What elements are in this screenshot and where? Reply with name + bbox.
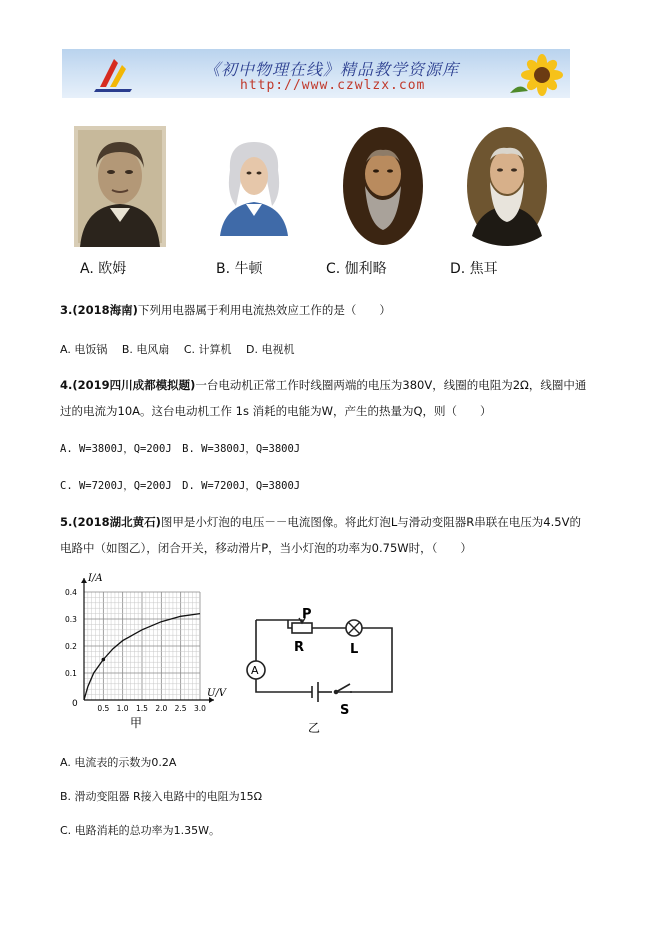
question-3 [60, 303, 391, 317]
question-5-line1: 图甲是小灯泡的电压－－电流图像。将此灯泡L与滑动变阻器R串联在电压为4.5V的 [160, 515, 581, 529]
question-4-options-cd: C. W=7200J，Q=200J D. W=7200J，Q=3800J [60, 480, 301, 492]
circuit-caption: 乙 [308, 721, 321, 735]
logo-icon [92, 55, 136, 93]
question-4-number: 4. [60, 378, 73, 392]
portrait-galileo-label: C. 伽利略 [326, 261, 387, 277]
x-tick-label: 3.0 [194, 704, 206, 713]
x-tick-label: 2.0 [155, 704, 168, 713]
banner-title: 《初中物理在线》精品教学资源库 [204, 60, 460, 79]
banner-url[interactable]: http://www.czwlzx.com [240, 78, 426, 93]
question-5-number: 5. [60, 515, 73, 529]
question-5-option-c: C. 电路消耗的总功率为1.35W。 [60, 824, 221, 837]
portrait-ohm-label: A. 欧姆 [80, 261, 127, 277]
portrait-ohm [74, 126, 166, 247]
sunflower-icon [502, 53, 568, 97]
x-tick-label: 2.5 [174, 704, 187, 713]
chart-grid [84, 592, 200, 700]
header-banner [62, 49, 570, 98]
origin-label: 0 [72, 699, 78, 709]
question-4 [60, 378, 586, 392]
chart-caption: 甲 [130, 716, 143, 730]
lamp-icon [346, 620, 362, 636]
question-4-source: (2019四川成都模拟题) [72, 378, 196, 392]
portrait-newton-label: B. 牛顿 [216, 261, 263, 277]
ammeter-label: A [251, 664, 259, 677]
question-3-options: A. 电饭锅 B. 电风扇 C. 计算机 D. 电视机 [60, 343, 295, 356]
x-tick-label: 0.5 [97, 704, 110, 713]
y-tick-label: 0.3 [65, 615, 77, 624]
question-3-text: 下列用电器属于利用电流热效应工作的是（ ） [137, 303, 391, 317]
switch-label: S [340, 703, 350, 718]
question-4-options-ab: A. W=3800J，Q=200J B. W=3800J，Q=3800J [60, 443, 301, 455]
portrait-galileo [342, 126, 424, 247]
circuit-diagram [236, 606, 406, 740]
question-5-option-a: A. 电流表的示数为0.2A [60, 756, 177, 769]
question-5-source: (2018湖北黄石) [72, 515, 161, 529]
question-4-line2: 过的电流为10A。这台电动机工作 1s 消耗的电能为W，产生的热量为Q，则（ ） [60, 404, 492, 418]
rheostat-icon [292, 623, 312, 633]
question-5 [60, 515, 581, 529]
y-axis-label: I/A [88, 573, 103, 584]
rheostat-label: R [294, 640, 305, 655]
question-3-source: (2018海南) [72, 303, 138, 317]
question-5-line2: 电路中（如图乙），闭合开关，移动滑片P，当小灯泡的功率为0.75W时，（ ） [60, 541, 472, 555]
portrait-joule [466, 126, 548, 247]
lamp-label: L [350, 642, 359, 657]
slider-label: P [302, 607, 312, 622]
question-4-line1: 一台电动机正常工作时线圈两端的电压为380V，线圈的电阻为2Ω，线圈中通 [195, 378, 587, 392]
iu-graph [58, 572, 228, 732]
y-tick-label: 0.4 [65, 588, 77, 597]
question-3-number: 3. [60, 303, 73, 317]
data-point [102, 658, 106, 662]
y-axis-arrow-icon [81, 578, 87, 583]
x-tick-label: 1.0 [116, 704, 129, 713]
y-tick-label: 0.1 [65, 669, 77, 678]
x-tick-label: 1.5 [136, 704, 148, 713]
circuit-wire [256, 620, 392, 692]
battery-icon [312, 682, 332, 702]
x-axis-label: U/V [207, 688, 227, 699]
question-5-option-b: B. 滑动变阻器 R接入电路中的电阻为15Ω [60, 790, 263, 803]
portrait-joule-label: D. 焦耳 [450, 261, 498, 277]
y-tick-label: 0.2 [65, 642, 77, 651]
portrait-newton [216, 136, 292, 236]
